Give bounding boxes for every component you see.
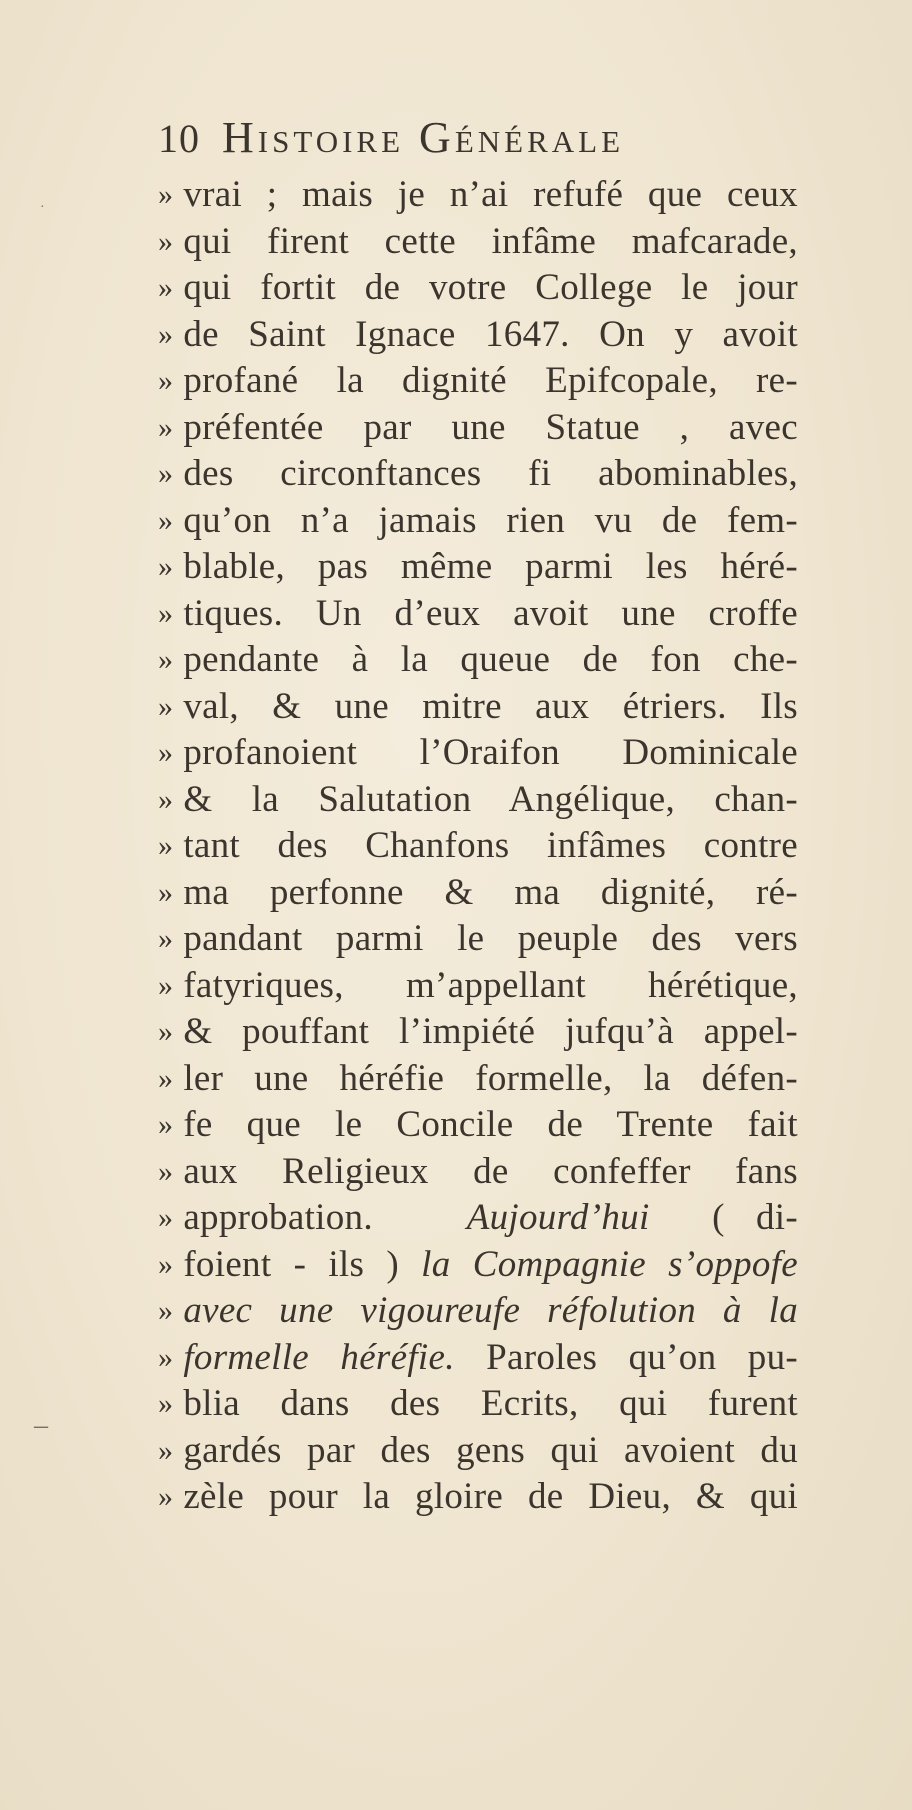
body-text bbox=[158, 172, 798, 1521]
text-line bbox=[158, 1242, 798, 1289]
line-text: aux Religieux de confeffer fans bbox=[183, 1150, 798, 1192]
text-line bbox=[158, 1149, 798, 1196]
line-text: fe que le Concile de Trente fait bbox=[183, 1104, 798, 1145]
text-line bbox=[158, 1102, 798, 1149]
quote-mark: » bbox=[158, 968, 174, 1002]
text-line bbox=[158, 1288, 798, 1335]
line-text: & pouffant l’impiété jufqu’à appel- bbox=[183, 1011, 798, 1052]
line-text: zèle pour la gloire de Dieu, & qui bbox=[183, 1476, 798, 1517]
line-text-italic: formelle héréfie. bbox=[183, 1336, 455, 1378]
text-line bbox=[158, 172, 798, 219]
quote-mark: » bbox=[158, 457, 174, 490]
text-line bbox=[158, 916, 798, 963]
running-head: Histoire Générale bbox=[222, 113, 625, 162]
line-text bbox=[183, 1195, 798, 1242]
quote-mark: » bbox=[158, 1108, 174, 1141]
line-text: pandant parmi le peuple des vers bbox=[183, 918, 798, 959]
text-line bbox=[158, 312, 798, 359]
line-text: qu’on n’a jamais rien vu de fem- bbox=[183, 499, 798, 541]
line-text bbox=[183, 1242, 798, 1289]
text-line bbox=[158, 963, 798, 1010]
text-line bbox=[158, 730, 798, 777]
quote-mark: » bbox=[158, 736, 174, 769]
text-line bbox=[158, 1381, 798, 1428]
quote-mark: » bbox=[158, 317, 174, 351]
quote-mark: » bbox=[158, 1201, 174, 1234]
quote-mark: » bbox=[158, 1340, 174, 1374]
quote-mark: » bbox=[158, 271, 174, 304]
quote-mark: » bbox=[158, 364, 174, 397]
quote-mark: » bbox=[158, 1154, 174, 1188]
quote-mark: » bbox=[158, 689, 174, 723]
text-line bbox=[158, 405, 798, 452]
text-line bbox=[158, 1335, 798, 1382]
text-line bbox=[158, 1474, 798, 1521]
text-line bbox=[158, 544, 798, 591]
text-line bbox=[158, 1009, 798, 1056]
text-line bbox=[158, 451, 798, 498]
quote-mark: » bbox=[158, 922, 174, 955]
quote-mark: » bbox=[158, 875, 174, 909]
text-line bbox=[158, 870, 798, 917]
line-text: ler une héréfie formelle, la défen- bbox=[183, 1057, 798, 1099]
quote-mark: » bbox=[158, 596, 174, 630]
line-text: qui firent cette infâme mafcarade, bbox=[183, 220, 798, 262]
line-text: blable, pas même parmi les héré- bbox=[183, 546, 798, 587]
quote-mark: » bbox=[158, 1247, 174, 1281]
line-text: profanoient l’Oraifon Dominicale bbox=[183, 732, 798, 773]
text-line bbox=[158, 265, 798, 312]
quote-mark: » bbox=[158, 550, 174, 583]
text-line bbox=[158, 498, 798, 545]
line-text: tiques. Un d’eux avoit une croffe bbox=[183, 592, 798, 634]
page-header bbox=[158, 112, 798, 168]
text-line bbox=[158, 684, 798, 731]
line-text: & la Salutation Angélique, chan- bbox=[183, 778, 798, 820]
quote-mark: » bbox=[158, 410, 174, 444]
line-text-italic: la Compagnie s’oppofe bbox=[421, 1243, 798, 1285]
line-text-italic: avec une vigoureufe réfolution à la bbox=[183, 1290, 798, 1331]
text-line bbox=[158, 777, 798, 824]
line-text-italic: Aujourd’hui bbox=[466, 1197, 650, 1238]
quote-mark: » bbox=[158, 829, 174, 862]
quote-mark: » bbox=[158, 1061, 174, 1095]
line-text: tant des Chanfons infâmes contre bbox=[183, 825, 798, 866]
line-text: qui fortit de votre College le jour bbox=[183, 267, 798, 308]
text-line bbox=[158, 1056, 798, 1103]
quote-mark: » bbox=[158, 1433, 174, 1467]
quote-mark: » bbox=[158, 1387, 174, 1420]
line-text-roman: foient - ils ) bbox=[183, 1243, 399, 1285]
line-text: val, & une mitre aux étriers. Ils bbox=[183, 685, 798, 727]
margin-dot-mark: · bbox=[40, 200, 45, 215]
line-text: ma perfonne & ma dignité, ré- bbox=[183, 871, 798, 913]
line-text-roman: Paroles qu’on pu- bbox=[486, 1336, 798, 1378]
quote-mark: » bbox=[158, 1015, 174, 1048]
text-line bbox=[158, 823, 798, 870]
line-text bbox=[183, 1335, 798, 1382]
text-line bbox=[158, 1195, 798, 1242]
text-line bbox=[158, 219, 798, 266]
margin-dash-mark: ‒ bbox=[34, 1410, 48, 1441]
quote-mark: » bbox=[158, 224, 174, 258]
page-number: 10 bbox=[158, 116, 200, 161]
text-line bbox=[158, 358, 798, 405]
quote-mark: » bbox=[158, 503, 174, 537]
quote-mark: » bbox=[158, 178, 174, 211]
line-text: gardés par des gens qui avoient du bbox=[183, 1429, 798, 1471]
line-text: blia dans des Ecrits, qui furent bbox=[183, 1383, 798, 1424]
line-text: profané la dignité Epifcopale, re- bbox=[183, 360, 798, 401]
text-line bbox=[158, 1428, 798, 1475]
line-text-roman: approbation. bbox=[183, 1197, 373, 1238]
quote-mark: » bbox=[158, 1480, 174, 1513]
line-text: des circonftances fi abominables, bbox=[183, 453, 798, 494]
text-line bbox=[158, 637, 798, 684]
quote-mark: » bbox=[158, 643, 174, 676]
line-text-roman: ( di- bbox=[712, 1197, 798, 1238]
line-text: fatyriques, m’appellant hérétique, bbox=[183, 964, 798, 1006]
line-text: préfentée par une Statue , avec bbox=[183, 406, 798, 448]
line-text: vrai ; mais je n’ai refufé que ceux bbox=[183, 174, 798, 215]
line-text: de Saint Ignace 1647. On y avoit bbox=[183, 313, 798, 355]
text-line bbox=[158, 591, 798, 638]
line-text: pendante à la queue de fon che- bbox=[183, 639, 798, 680]
quote-mark: » bbox=[158, 782, 174, 816]
quote-mark: » bbox=[158, 1294, 174, 1327]
